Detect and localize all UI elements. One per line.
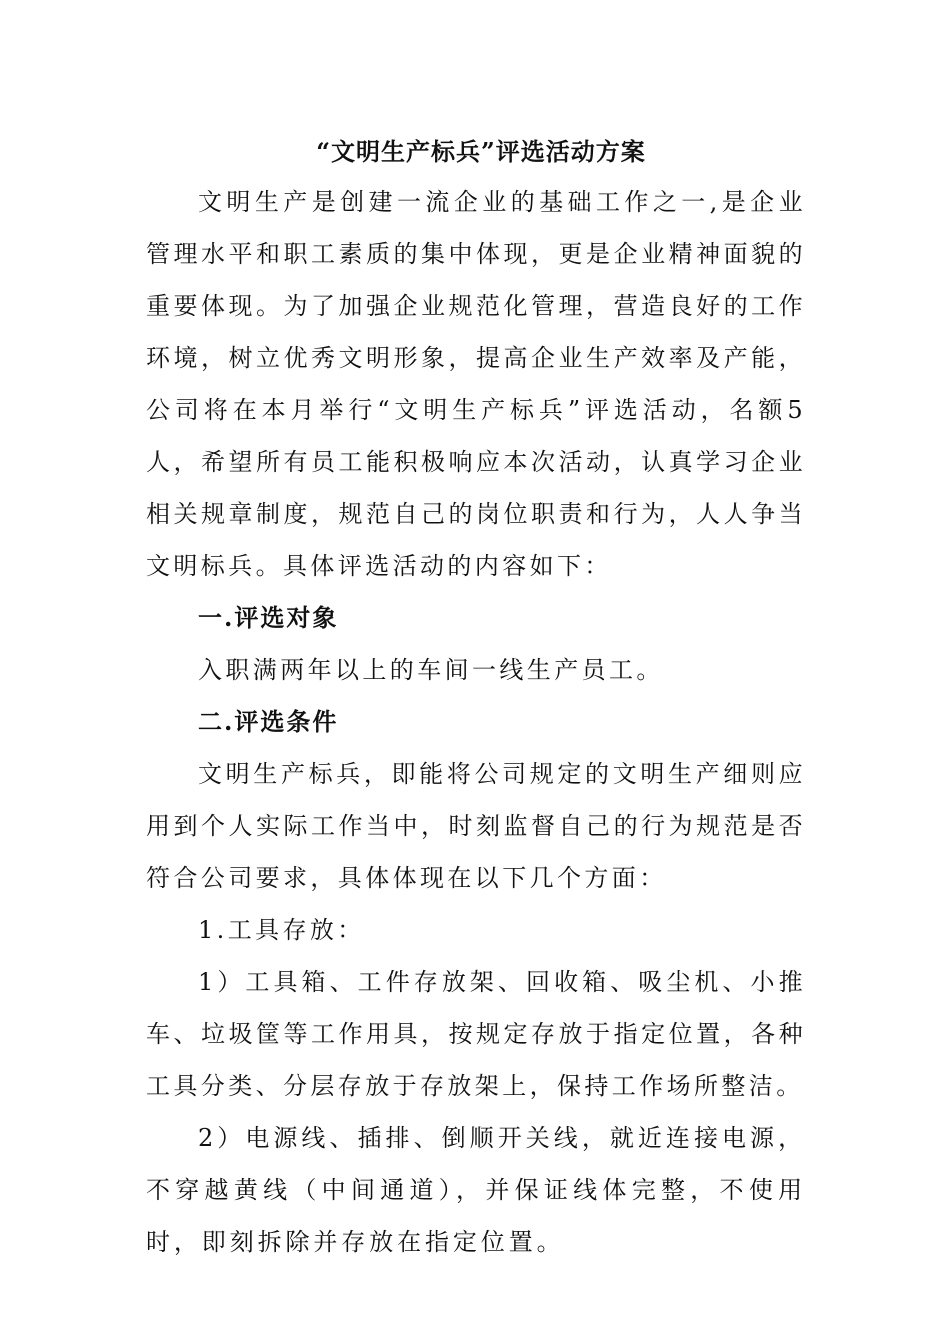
intro-paragraph: 文明生产是创建一流企业的基础工作之一,是企业管理水平和职工素质的集中体现，更是企业精神面貌的重要体现。为了加强企业规范化管理，营造良好的工作环境，树立优秀文明形象，提高企业生产效率及产能，公司将在本月举行“文明生产标兵”评选活动，名额5人，希望所有员工能积极响应本次活动，认真学习企业相关规章制度，规范自己的岗位职责和行为，人人争当文明标兵。具体评选活动的内容如下： — [146, 188, 806, 580]
tool-storage-item-1: 1）工具箱、工件存放架、回收箱、吸尘机、小推车、垃圾筐等工作用具，按规定存放于指定位置，各种工具分类、分层存放于存放架上，保持工作场所整洁。 — [146, 968, 806, 1100]
tool-storage-item-2: 2）电源线、插排、倒顺开关线，就近连接电源，不穿越黄线（中间通道），并保证线体完整，不使用时，即刻拆除并存放在指定位置。 — [146, 1124, 806, 1256]
document-title: “文明生产标兵”评选活动方案 — [316, 137, 646, 166]
evaluation-target-paragraph: 入职满两年以上的车间一线生产员工。 — [198, 656, 664, 684]
evaluation-criteria-paragraph: 文明生产标兵，即能将公司规定的文明生产细则应用到个人实际工作当中，时刻监督自己的行为规范是否符合公司要求，具体体现在以下几个方面： — [146, 760, 806, 892]
document-body — [146, 128, 806, 1268]
subsection-heading-tool-storage: 1.工具存放： — [198, 916, 365, 944]
section-heading-evaluation-target: 一.评选对象 — [198, 603, 339, 632]
section-heading-evaluation-criteria: 二.评选条件 — [198, 707, 339, 736]
